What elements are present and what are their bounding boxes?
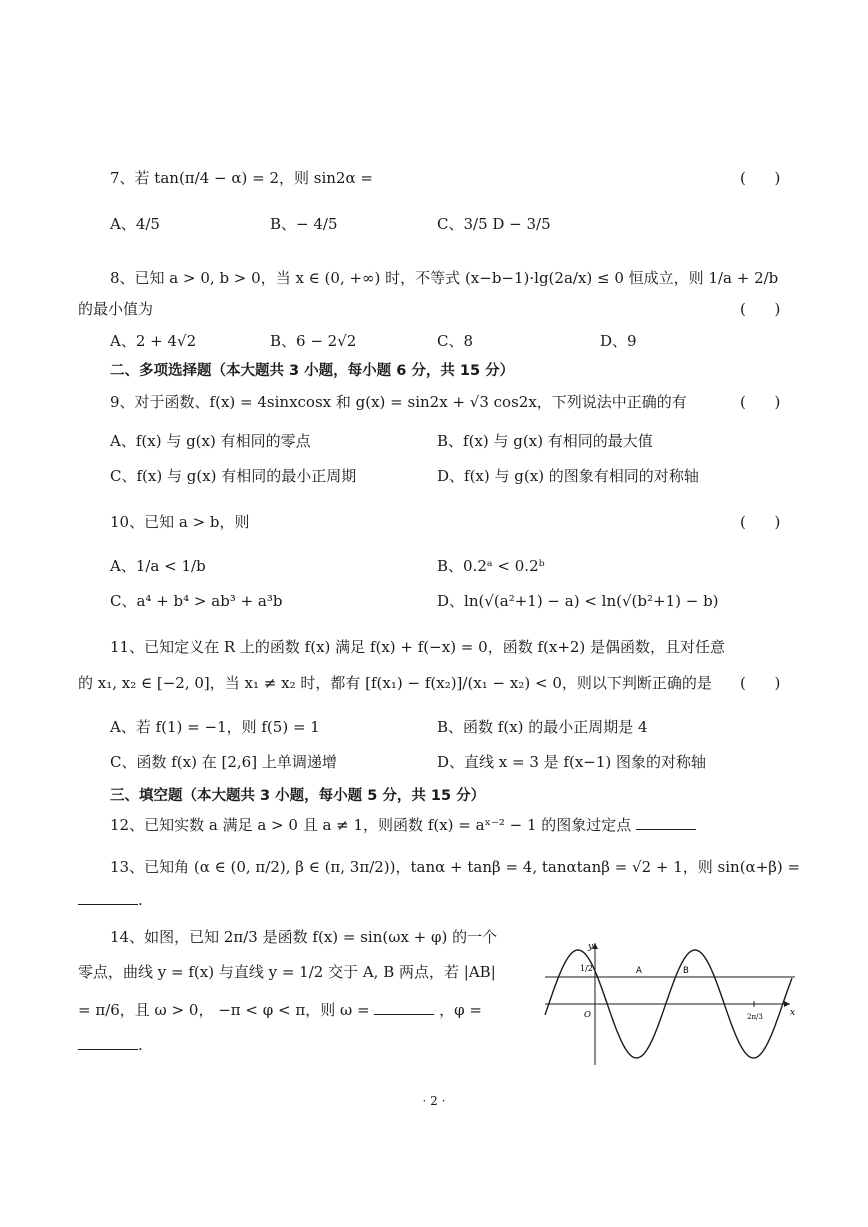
q9-option-b: B、f(x) 与 g(x) 有相同的最大值 xyxy=(437,432,653,450)
q11-answer-paren: ( ) xyxy=(740,674,781,692)
q12-answer-blank xyxy=(636,815,696,830)
q7-answer-paren: ( ) xyxy=(740,169,781,187)
q12-stem-text: 12、已知实数 a 满足 a > 0 且 a ≠ 1，则函数 f(x) = aˣ⁻² − 1 的图象过定点 xyxy=(110,816,632,834)
q11-option-b: B、函数 f(x) 的最小正周期是 4 xyxy=(437,718,648,736)
q10-option-d: D、ln(√(a²+1) − a) < ln(√(b²+1) − b) xyxy=(437,592,719,610)
q10-option-c: C、a⁴ + b⁴ > ab³ + a³b xyxy=(110,592,283,610)
q14-line-1: 14、如图，已知 2π/3 是函数 f(x) = sin(ωx + φ) 的一个 xyxy=(110,928,498,946)
q10-stem: 10、已知 a > b，则 xyxy=(110,513,250,531)
q14-answer-line: . xyxy=(78,1035,143,1055)
q13-stem: 13、已知角 (α ∈ (0, π/2), β ∈ (π, 3π/2))，tanα + tanβ = 4, tanαtanβ = √2 + 1，则 sin(α+β) = xyxy=(110,858,801,876)
q14-line-3a: = π/6，且 ω > 0， −π < φ < π，则 ω = xyxy=(78,1001,370,1019)
q10-answer-paren: ( ) xyxy=(740,513,781,531)
q11-option-d: D、直线 x = 3 是 f(x−1) 图象的对称轴 xyxy=(437,753,707,771)
q14-phi-blank xyxy=(78,1035,138,1050)
q8-option-a: A、2 + 4√2 xyxy=(110,332,197,350)
q9-option-a: A、f(x) 与 g(x) 有相同的零点 xyxy=(110,432,311,450)
q13-answer-blank xyxy=(78,890,138,905)
half-label: 1/2 xyxy=(580,964,593,973)
origin-label: O xyxy=(584,1010,591,1020)
q7-option-cd: C、3/5 D − 3/5 xyxy=(437,215,551,233)
q7-option-b: B、− 4/5 xyxy=(270,215,338,233)
q8-option-c: C、8 xyxy=(437,332,474,350)
zero-label: 2π/3 xyxy=(747,1013,763,1021)
q9-option-c: C、f(x) 与 g(x) 有相同的最小正周期 xyxy=(110,467,357,485)
q11-option-a: A、若 f(1) = −1，则 f(5) = 1 xyxy=(110,718,320,736)
page-number: · 2 · xyxy=(422,1094,446,1108)
y-axis-label: y xyxy=(588,942,594,952)
q11-option-c: C、函数 f(x) 在 [2,6] 上单调递增 xyxy=(110,753,337,771)
q11-stem: 11、已知定义在 R 上的函数 f(x) 满足 f(x) + f(−x) = 0，函数 f(x+2) 是偶函数，且对任意 xyxy=(110,638,726,656)
q9-answer-paren: ( ) xyxy=(740,393,781,411)
q8-option-b: B、6 − 2√2 xyxy=(270,332,357,350)
q9-option-d: D、f(x) 与 g(x) 的图象有相同的对称轴 xyxy=(437,467,699,485)
q13-answer-line: . xyxy=(78,890,143,910)
q8-stem-cont: 的最小值为 xyxy=(78,300,154,318)
q14-line-2: 零点，曲线 y = f(x) 与直线 y = 1/2 交于 A, B 两点，若 |AB| xyxy=(78,963,496,981)
q8-answer-paren: ( ) xyxy=(740,300,781,318)
x-axis-label: x xyxy=(790,1008,796,1018)
q12-stem xyxy=(110,815,696,835)
q7-option-a: A、4/5 xyxy=(110,215,160,233)
q14-line-3b: ，φ = xyxy=(439,1001,482,1019)
q8-stem: 8、已知 a > 0, b > 0，当 x ∈ (0, +∞) 时，不等式 (x−b−1)·lg(2a/x) ≤ 0 恒成立，则 1/a + 2/b xyxy=(110,269,779,287)
section-2-heading: 二、多项选择题（本大题共 3 小题，每小题 6 分，共 15 分） xyxy=(110,363,515,379)
q10-option-a: A、1/a < 1/b xyxy=(110,557,206,575)
point-a-label: A xyxy=(636,966,642,976)
q7-stem: 7、若 tan(π/4 − α) = 2，则 sin2α = xyxy=(110,169,373,187)
q11-stem-cont: 的 x₁, x₂ ∈ [−2, 0]，当 x₁ ≠ x₂ 时，都有 [f(x₁) − f(x₂)]/(x₁ − x₂) < 0，则以下判断正确的是 xyxy=(78,674,712,692)
q8-option-d: D、9 xyxy=(600,332,637,350)
q14-omega-blank xyxy=(374,1000,434,1015)
sine-graph-figure xyxy=(540,935,800,1070)
q10-option-b: B、0.2ᵃ < 0.2ᵇ xyxy=(437,557,545,575)
q9-stem: 9、对于函数、f(x) = 4sinxcosx 和 g(x) = sin2x + √3 cos2x，下列说法中正确的有 xyxy=(110,393,687,411)
q14-line-3 xyxy=(78,1000,482,1020)
section-3-heading: 三、填空题（本大题共 3 小题，每小题 5 分，共 15 分） xyxy=(110,788,486,804)
point-b-label: B xyxy=(683,966,689,976)
